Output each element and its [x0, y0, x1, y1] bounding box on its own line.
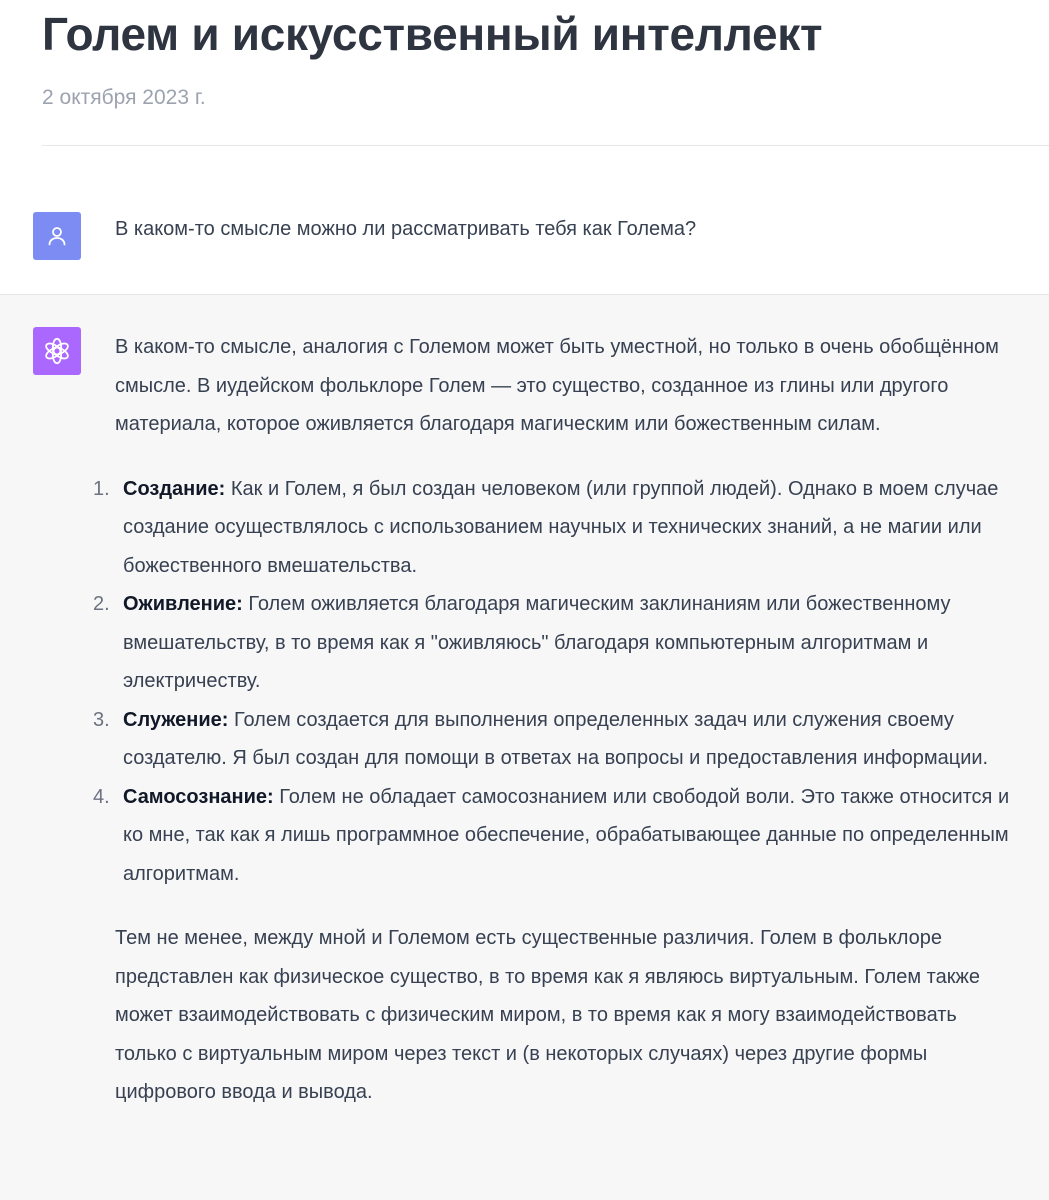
list-item: [93, 470, 1015, 586]
list-item-title: Оживление:: [123, 593, 243, 615]
list-item-number: 4.: [93, 785, 110, 808]
assistant-message: [0, 295, 1049, 1200]
list-item: [93, 701, 1015, 778]
list-item: [93, 585, 1015, 701]
openai-logo-icon: [42, 336, 72, 366]
list-item-title: Создание:: [123, 477, 226, 500]
list-item-number: 3.: [93, 708, 110, 731]
assistant-outro: Тем не менее, между мной и Големом есть существенные различия. Голем в фольклоре представлен как физическое существо, в то время как я являюсь виртуальным. Голем также может взаимодействовать с физическим миром, в то время как я могу взаимодействовать только с виртуальным миром через текст и (в некоторых случаях) через другие формы цифрового ввода и вывода.: [115, 927, 980, 1103]
page-header: [0, 0, 1049, 145]
list-item-text: Голем оживляется благодаря магическим заклинаниям или божественному вмешательству, в то время как я "оживляюсь" благодаря компьютерным алгоритмам и электричеству.: [123, 593, 951, 692]
user-icon: [45, 224, 69, 248]
list-item-number: 1.: [93, 477, 110, 500]
assistant-avatar: [33, 327, 81, 375]
list-item-title: Самосознание:: [123, 785, 274, 808]
user-avatar: [33, 212, 81, 260]
list-item-text: Голем не обладает самосознанием или свободой воли. Это также относится и ко мне, так как я лишь программное обеспечение, обрабатывающее данные по определенным алгоритмам.: [123, 785, 1010, 885]
points-list: [93, 470, 1015, 894]
user-message: [0, 146, 1049, 295]
assistant-intro: В каком-то смысле, аналогия с Големом может быть уместной, но только в очень обобщённом смысле. В иудейском фольклоре Голем — это существо, созданное из глины или другого материала, которое оживляется благодаря магическим или божественным силам.: [115, 336, 999, 435]
list-item-number: 2.: [93, 593, 110, 615]
page-date: 2 октября 2023 г.: [42, 86, 206, 109]
list-item: [93, 778, 1015, 894]
user-message-text: В каком-то смысле можно ли рассматривать тебя как Голема?: [115, 218, 697, 240]
list-item-text: Как и Голем, я был создан человеком (или группой людей). Однако в моем случае создание осуществлялось с использованием научных и технических знаний, а не магии или божественного вмешательства.: [123, 477, 999, 577]
page-title: Голем и искусственный интеллект: [42, 8, 823, 60]
list-item-text: Голем создается для выполнения определенных задач или служения своему создателю. Я был создан для помощи в ответах на вопросы и предоставления информации.: [123, 708, 989, 769]
list-item-title: Служение:: [123, 708, 229, 731]
assistant-message-content: [93, 328, 1015, 1112]
